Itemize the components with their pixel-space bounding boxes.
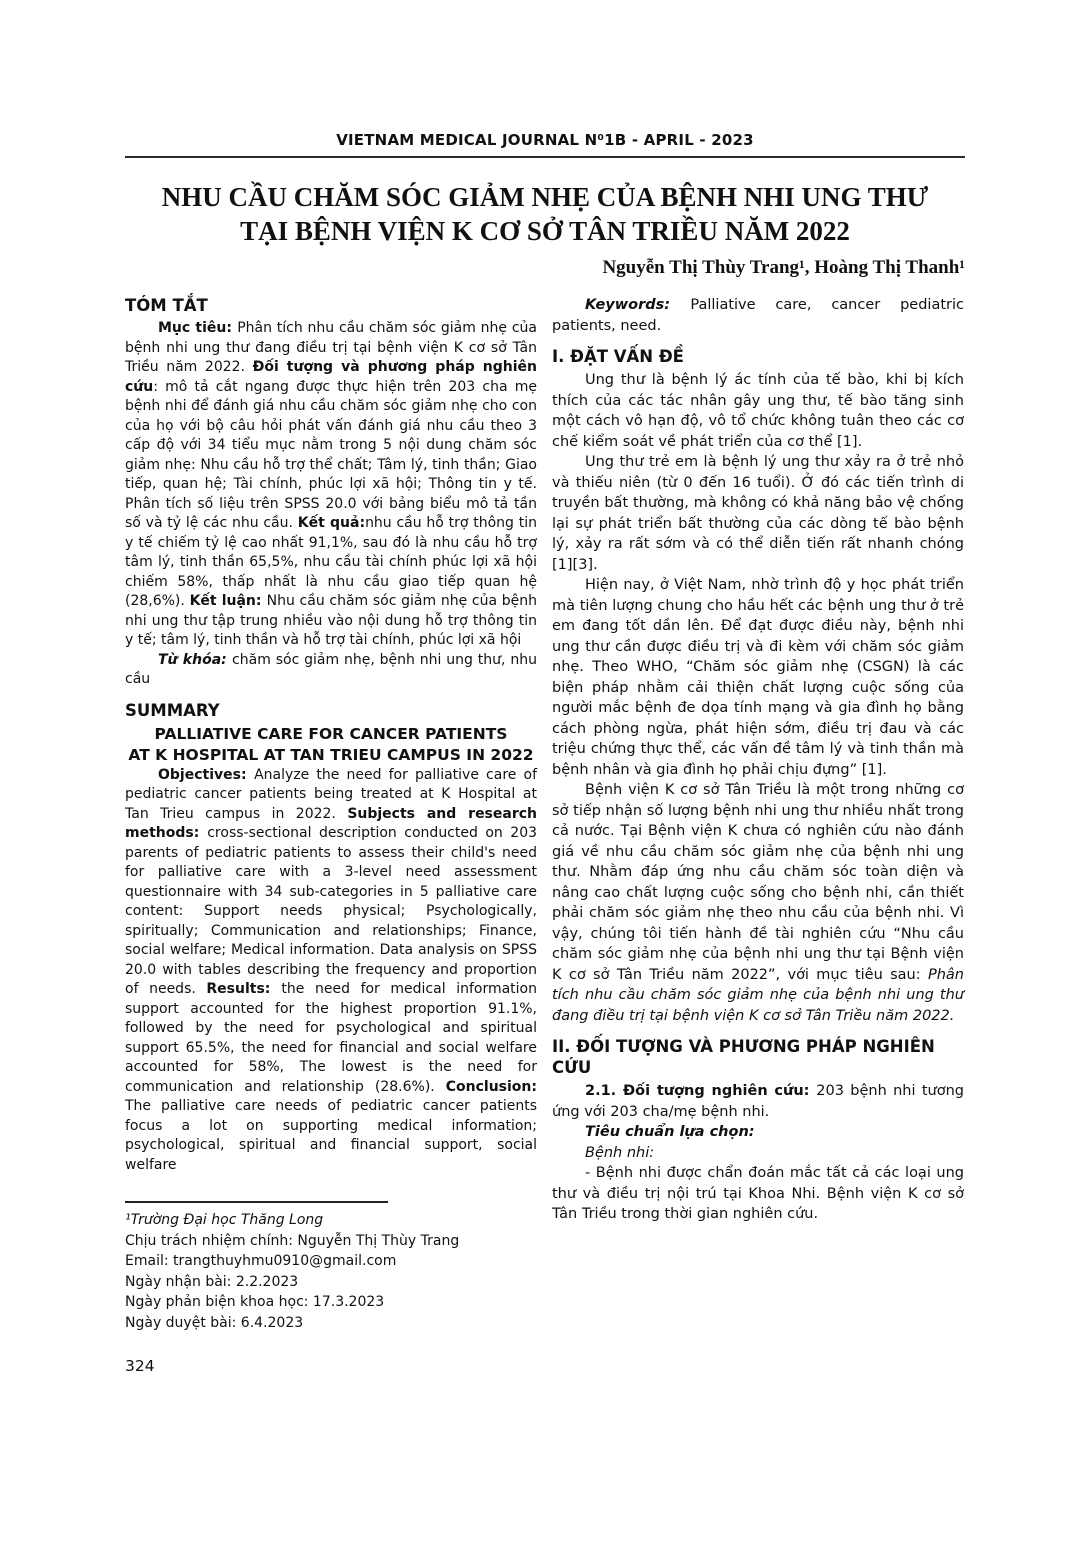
text-run: - Bệnh nhi được chẩn đoán mắc tất cả các loại ung thư và điều trị nội trú tại Khoa Nhi. Bệnh viện K cơ sở Tân Triều trong thời gian nghiên cứu. xyxy=(552,1165,964,1222)
title-line-1: NHU CẦU CHĂM SÓC GIẢM NHẸ CỦA BỆNH NHI UNG THƯ xyxy=(161,182,929,212)
title-line-2: TẠI BỆNH VIỆN K CƠ SỞ TÂN TRIỀU NĂM 2022 xyxy=(240,216,850,246)
text-run: Analyze the need for palliative care of pediatric cancer patients being treated at K Hospital at Tan Trieu campus in 2022. xyxy=(125,766,538,822)
text-run: Subjects and research methods: xyxy=(125,805,538,841)
text-run: cross-sectional description conducted on 203 parents of pediatric patients to assess their child's need for palliative care with a 3-level need assessment questionnaire with 34 sub-categories in 5 palliative care content: Support needs physical; Psychologically, spiritually; Communication and relationships; Finance, social welfare; Medical information. Data analysis on SPSS 20.0 with tables describing the frequency and proportion of needs. xyxy=(125,825,538,997)
text-run: Bệnh viện K cơ sở Tân Triều là một trong những cơ sở tiếp nhận số lượng bệnh nhi ung thư nhiều nhất trong cả nước. Tại Bệnh viện K chưa có nghiên cứu nào đánh giá về nhu cầu chăm sóc giảm nhẹ của bệnh nhi ung thư. Nhằm đáp ứng nhu cầu chăm sóc toàn diện và nâng cao chất lượng cuộc sống cho bệnh nhi, cần thiết phải chăm sóc giảm nhẹ theo nhu cầu của bệnh nhi. Vì vậy, chúng tôi tiến hành đề tài nghiên cứu “Nhu cầu chăm sóc giảm nhẹ của bệnh nhi ung thư tại Bệnh viện K cơ sở Tân Triều năm 2022”, với mục tiêu sau: xyxy=(552,782,964,983)
journal-header: VIETNAM MEDICAL JOURNAL N⁰1B - APRIL - 2023 xyxy=(125,132,965,158)
text-run: Results: xyxy=(206,981,282,997)
page-number: 324 xyxy=(125,1357,155,1375)
text-run: Palliative care, cancer pediatric patients, need. xyxy=(552,297,964,334)
footnote-line-received: Ngày nhận bài: 2.2.2023 xyxy=(125,1273,299,1290)
methods-paragraph-criteria-title xyxy=(552,1122,964,1143)
intro-paragraph-3 xyxy=(552,575,964,780)
abstract-heading: TÓM TẮT xyxy=(125,296,208,315)
section-heading-introduction: I. ĐẶT VẤN ĐỀ xyxy=(552,347,684,366)
footnote-block xyxy=(125,1201,537,1333)
text-run: nhu cầu hỗ trợ thông tin y tế chiếm tỷ lệ cao nhất 91,1%, sau đó là nhu cầu hỗ trợ tâm lý, tinh thần 65,5%, nhu cầu tài chính phúc lợi xã hội chiếm 58%, thấp nhất là nhu cầu giao tiếp quan hệ (28,6%). xyxy=(125,515,537,609)
methods-paragraph-patient-label xyxy=(552,1143,964,1164)
keywords-paragraph-en xyxy=(552,295,964,336)
text-run: Hiện nay, ở Việt Nam, nhờ trình độ y học phát triển mà tiên lượng chung cho hầu hết các bệnh ung thư ở trẻ em đang tốt dần lên. Để đạt được điều này, bệnh nhi ung thư cần được điều trị và đi kèm với chăm sóc giảm nhẹ. Theo WHO, “Chăm sóc giảm nhẹ (CSGN) là các biện pháp nhằm cải thiện chất lượng cuộc sống của người mắc bệnh đe dọa tính mạng và gia đình họ bằng cách phòng ngừa, phát hiện sớm, điều trị đau và các triệu chứng thực thể, các vấn đề tâm lý và tinh thần mà bệnh nhân và gia đình họ phải chịu đựng” [1]. xyxy=(552,577,964,778)
text-run: Kết luận: xyxy=(189,593,267,609)
footnote-affiliation: ¹Trường Đại học Thăng Long xyxy=(125,1212,324,1228)
footnote-line-corresponding: Chịu trách nhiệm chính: Nguyễn Thị Thùy Trang xyxy=(125,1232,460,1249)
page-title xyxy=(125,180,965,248)
text-run: Bệnh nhi: xyxy=(585,1144,655,1161)
summary-title xyxy=(125,724,537,766)
text-run: Mục tiêu: xyxy=(158,320,238,336)
abstract-paragraph xyxy=(125,319,537,651)
text-run: Conclusion: xyxy=(445,1078,537,1095)
text-run: Phân tích nhu cầu chăm sóc giảm nhẹ của bệnh nhi ung thư đang điều trị tại bệnh viện K cơ sở Tân Triều năm 2022. xyxy=(125,320,538,375)
footnote-line-reviewed: Ngày phản biện khoa học: 17.3.2023 xyxy=(125,1294,385,1310)
text-run: the need for medical information support accounted for the highest proportion 91.1%, followed by the need for psychological and spiritual support 65.5%, the need for financial and social welfare accounted for 58%, The lowest is the need for communication and relationship (28.6%). xyxy=(125,981,537,1095)
footnote-rule xyxy=(125,1201,388,1203)
footnote-line-accepted: Ngày duyệt bài: 6.4.2023 xyxy=(125,1314,304,1331)
methods-paragraph-subjects xyxy=(552,1081,964,1122)
text-run: Nhu cầu chăm sóc giảm nhẹ của bệnh nhi ung thư tập trung nhiều vào nội dung hỗ trợ thông tin y tế; tâm lý, tinh thần và hỗ trợ tài chính, phúc lợi xã hội xyxy=(125,593,537,648)
summary-title-line-1: PALLIATIVE CARE FOR CANCER PATIENTS xyxy=(154,724,508,743)
keywords-paragraph-vi xyxy=(125,651,537,690)
footnote-line-email: Email: trangthuyhmu0910@gmail.com xyxy=(125,1253,397,1269)
text-run: Kết quả: xyxy=(297,515,366,531)
text-run: Tiêu chuẩn lựa chọn: xyxy=(585,1124,755,1140)
text-run: Objectives: xyxy=(158,766,255,783)
text-run: Ung thư là bệnh lý ác tính của tế bào, khi bị kích thích của các tác nhân gây ung thư, tế bào tăng sinh một cách vô hạn độ, vô tổ chức không tuân theo các cơ chế kiểm soát về phát triển của cơ thể [1]. xyxy=(552,372,964,450)
text-run: chăm sóc giảm nhẹ, bệnh nhi ung thư, nhu cầu xyxy=(125,651,537,687)
section-heading-methods: II. ĐỐI TƯỢNG VÀ PHƯƠNG PHÁP NGHIÊN CỨU xyxy=(552,1037,935,1077)
summary-paragraph xyxy=(125,766,537,1176)
text-run: 203 bệnh nhi tương ứng với 203 cha/mẹ bệnh nhi. xyxy=(552,1083,964,1120)
column-right xyxy=(552,295,964,1377)
summary-title-line-2: AT K HOSPITAL AT TAN TRIEU CAMPUS IN 2022 xyxy=(128,745,534,764)
text-run: 2.1. Đối tượng nghiên cứu: xyxy=(585,1083,817,1099)
intro-paragraph-1 xyxy=(552,370,964,452)
text-run: The palliative care needs of pediatric cancer patients focus a lot on supporting medical information; psychological, spiritual and financial support, social welfare xyxy=(125,1098,537,1173)
intro-paragraph-4 xyxy=(552,780,964,1026)
authors-line: Nguyễn Thị Thùy Trang¹, Hoàng Thị Thanh¹ xyxy=(602,257,965,278)
text-run: Ung thư trẻ em là bệnh lý ung thư xảy ra ở trẻ nhỏ và thiếu niên (từ 0 đến 16 tuổi). Ở đó các tiến trình di truyền bất thường, mà không có khả năng bảo vệ chống lại sự phát triển bất thường của các dòng tế bào bệnh lý, xảy ra rất sớm và có thể diễn tiến rất nhanh chóng [1][3]. xyxy=(552,454,964,573)
intro-paragraph-2 xyxy=(552,452,964,575)
text-run: Đối tượng và phương pháp nghiên cứu xyxy=(125,359,537,395)
text-run: Phân tích nhu cầu chăm sóc giảm nhẹ của bệnh nhi ung thư đang điều trị tại bệnh viện K cơ sở Tân Triều năm 2022. xyxy=(552,966,964,1024)
text-run: Keywords: xyxy=(585,297,691,313)
column-left xyxy=(125,295,537,1377)
summary-heading: SUMMARY xyxy=(125,700,220,720)
methods-paragraph-criteria-item xyxy=(552,1163,964,1225)
text-run: Từ khóa: xyxy=(158,651,233,668)
text-run: : mô tả cắt ngang được thực hiện trên 203 cha mẹ bệnh nhi để đánh giá nhu cầu chăm sóc giảm nhẹ cho con của họ với bộ câu hỏi phát vấn đánh giá nhu cầu theo 3 cấp độ với 34 tiểu mục nằm trong 5 nội dung chăm sóc giảm nhẹ: Nhu cầu hỗ trợ thể chất; Tâm lý, tinh thần; Giao tiếp, quan hệ; Tài chính, phúc lợi xã hội; Thông tin y tế. Phân tích số liệu trên SPSS 20.0 với bảng biểu mô tả tần số và tỷ lệ các nhu cầu. xyxy=(125,378,537,531)
two-column-body xyxy=(125,295,965,1377)
